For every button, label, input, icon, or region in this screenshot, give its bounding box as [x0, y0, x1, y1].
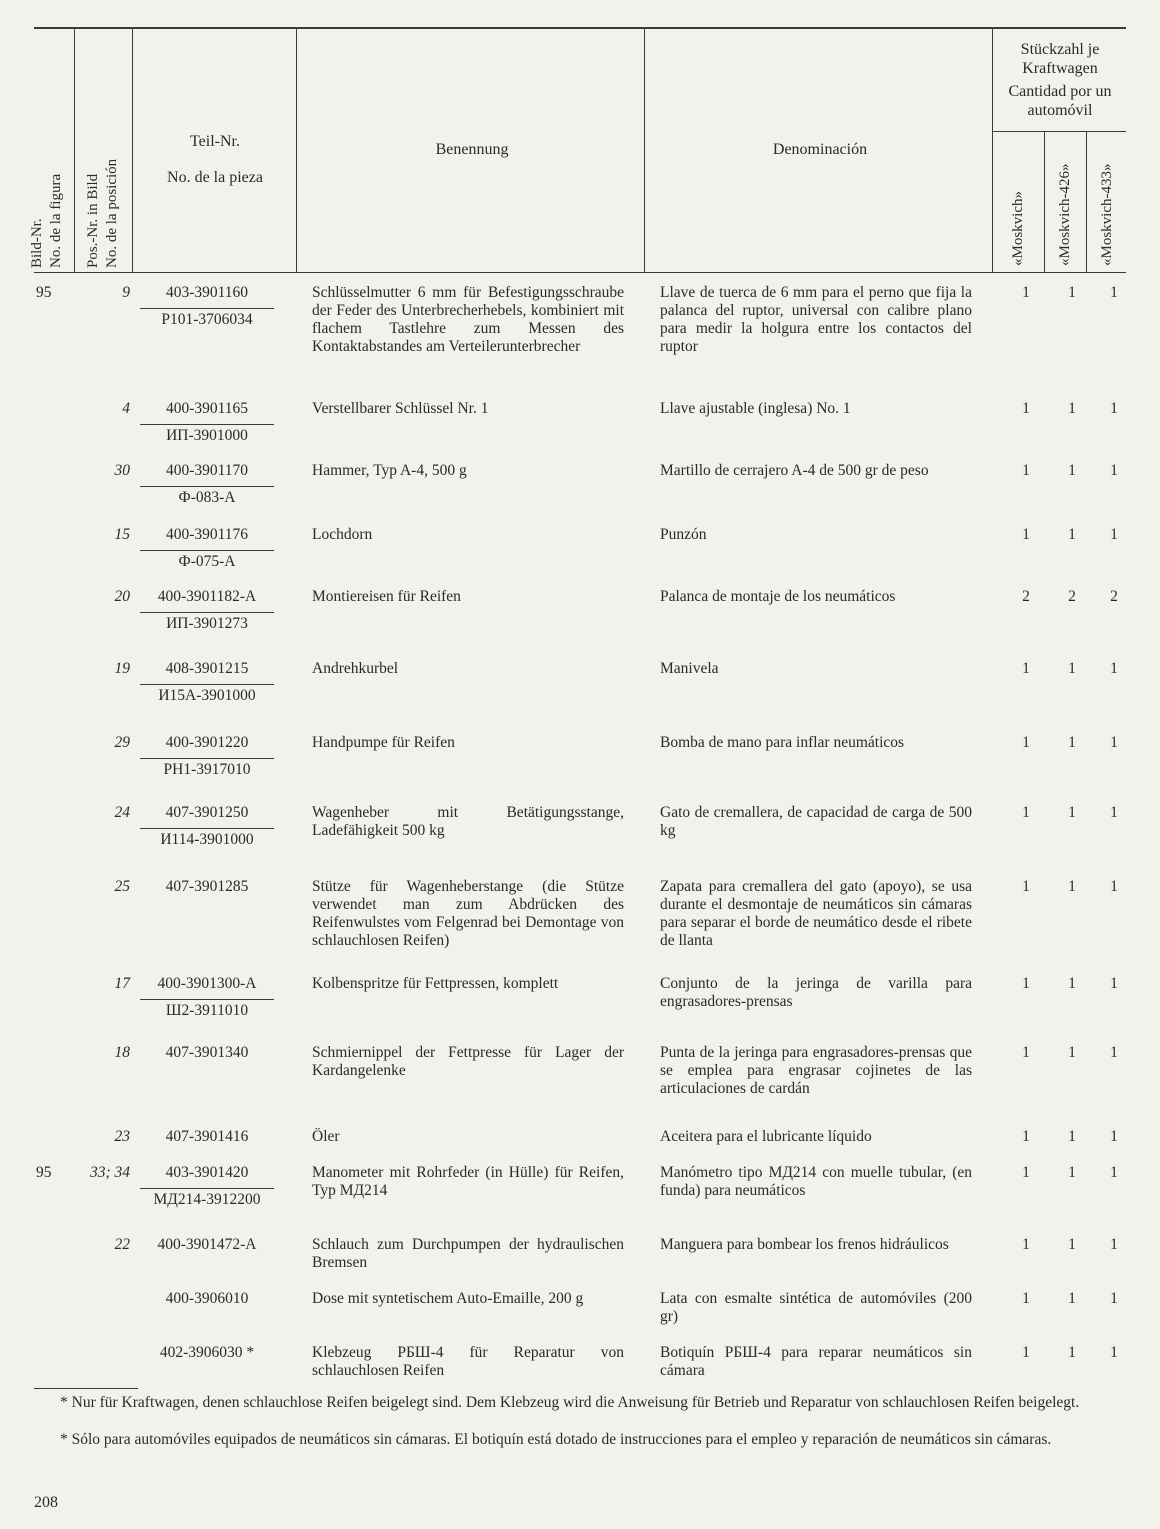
part-number: 407-3901285	[165, 878, 249, 895]
position-number: 24	[114, 804, 130, 821]
position-number: 19	[114, 660, 130, 677]
position-number: 17	[114, 975, 130, 992]
position-number: 4	[122, 400, 130, 417]
part-number-cell	[140, 588, 274, 633]
position-number: 20	[114, 588, 130, 605]
description-de: Andrehkurbel	[312, 660, 399, 677]
part-number: 403-3901420	[165, 1164, 249, 1181]
part-number: 400-3901170	[165, 462, 249, 479]
alt-part-number: И114-3901000	[140, 828, 274, 849]
description-de: Verstellbarer Schlüssel Nr. 1	[312, 400, 489, 417]
qty-moskvich: 1	[1022, 804, 1030, 821]
header-pos: Pos.-Nr. in Bild No. de la posición	[85, 158, 120, 268]
part-number: 400-3901176	[165, 526, 249, 543]
qty-moskvich-426: 1	[1068, 804, 1076, 821]
qty-moskvich: 1	[1022, 462, 1030, 479]
part-number-cell	[140, 526, 274, 571]
description-de: Kolbenspritze für Fettpressen, komplett	[312, 975, 559, 992]
qty-moskvich: 1	[1022, 1044, 1030, 1061]
qty-moskvich: 1	[1022, 1344, 1030, 1361]
qty-moskvich-426: 1	[1068, 526, 1076, 543]
position-number: 9	[122, 284, 130, 301]
qty-moskvich-426: 1	[1068, 462, 1076, 479]
alt-part-number: РН1-3917010	[140, 758, 274, 779]
part-number-cell	[140, 1290, 274, 1308]
alt-part-number: ИП-3901273	[140, 612, 274, 633]
position-number: 30	[114, 462, 130, 479]
qty-moskvich-426: 1	[1068, 975, 1076, 992]
description-es: Conjunto de la jeringa de varilla para engrasadores-prensas	[660, 975, 972, 1010]
part-number-cell	[140, 975, 274, 1020]
qty-moskvich: 1	[1022, 284, 1030, 301]
header-de: Benennung	[435, 141, 509, 158]
description-es: Llave de tuerca de 6 mm para el perno que fija la palanca del ruptor, universal con calibre plano para medir la holgura entre los contactos del ruptor	[660, 284, 972, 355]
header-model-426: «Moskvich-426»	[1057, 163, 1073, 266]
qty-divider-rule	[992, 131, 1126, 132]
description-de: Manometer mit Rohrfeder (in Hülle) für Reifen, Typ МД214	[312, 1164, 624, 1199]
qty-moskvich-426: 1	[1068, 1044, 1076, 1061]
part-number-cell	[140, 1128, 274, 1146]
part-number-cell	[140, 1044, 274, 1062]
description-es: Botiquín РБШ-4 para reparar neumáticos sin cámara	[660, 1344, 972, 1379]
qty-moskvich: 2	[1022, 588, 1030, 605]
description-es: Gato de cremallera, de capacidad de carga de 500 kg	[660, 804, 972, 839]
qty-moskvich: 1	[1022, 660, 1030, 677]
part-number-cell	[140, 1344, 274, 1362]
qty-moskvich-433: 1	[1110, 462, 1118, 479]
header-es: Denominación	[772, 141, 868, 158]
qty-moskvich-433: 1	[1110, 1290, 1118, 1307]
figure-number: 95	[36, 284, 52, 301]
qty-moskvich-433: 2	[1110, 588, 1118, 605]
qty-moskvich-433: 1	[1110, 400, 1118, 417]
description-de: Wagenheber mit Betätigungsstange, Ladefähigkeit 500 kg	[312, 804, 624, 839]
part-number: 400-3906010	[165, 1290, 249, 1307]
qty-moskvich-426: 1	[1068, 1236, 1076, 1253]
part-number: 400-3901472-А	[157, 1236, 257, 1253]
position-number: 29	[114, 734, 130, 751]
part-number: 407-3901340	[165, 1044, 249, 1061]
qty-moskvich-426: 1	[1068, 660, 1076, 677]
position-number: 23	[114, 1128, 130, 1145]
col-rule	[132, 29, 133, 272]
header-bottom-rule	[34, 272, 1126, 273]
figure-number: 95	[36, 1164, 52, 1181]
top-rule	[34, 27, 1126, 29]
part-number: 403-3901160	[165, 284, 249, 301]
part-number-cell	[140, 462, 274, 507]
qty-moskvich: 1	[1022, 975, 1030, 992]
description-es: Martillo de cerrajero A-4 de 500 gr de peso	[660, 462, 929, 479]
footnote-rule	[34, 1388, 138, 1389]
description-es: Manivela	[660, 660, 719, 677]
position-number: 25	[114, 878, 130, 895]
header-bild: Bild-Nr. No. de la figura	[29, 173, 64, 268]
alt-part-number: Ф-075-А	[140, 550, 274, 571]
col-rule	[992, 29, 993, 272]
description-es: Aceitera para el lubricante líquido	[660, 1128, 872, 1145]
col-rule	[74, 29, 75, 272]
footnote-es: * Sólo para automóviles equipados de neumáticos sin cámaras. El botiquín está dotado de instrucciones para el empleo y reparación de neumáticos sin cámaras.	[60, 1431, 1052, 1448]
part-number-cell	[140, 284, 274, 329]
qty-moskvich-426: 1	[1068, 1128, 1076, 1145]
description-es: Punta de la jeringa para engrasadores-prensas que se emplea para engrasar cojinetes de las articulaciones de cardán	[660, 1044, 972, 1097]
description-de: Hammer, Typ A-4, 500 g	[312, 462, 467, 479]
header-model-moskvich: «Moskvich»	[1010, 191, 1026, 266]
qty-moskvich-433: 1	[1110, 804, 1118, 821]
col-rule	[644, 29, 645, 272]
qty-moskvich: 1	[1022, 734, 1030, 751]
part-number: 407-3901250	[165, 804, 249, 821]
description-de: Montiereisen für Reifen	[312, 588, 461, 605]
description-es: Lata con esmalte sintética de automóviles (200 gr)	[660, 1290, 972, 1325]
qty-moskvich-433: 1	[1110, 1128, 1118, 1145]
header-part: Teil-Nr. No. de la pieza	[167, 133, 263, 186]
part-number: 400-3901182-А	[157, 588, 257, 605]
description-es: Bomba de mano para inflar neumáticos	[660, 734, 905, 751]
part-number-cell	[140, 660, 274, 705]
alt-part-number: И15А-3901000	[140, 684, 274, 705]
footnote-de: * Nur für Kraftwagen, denen schlauchlose Reifen beigelegt sind. Dem Klebzeug wird die Anweisung für Betrieb und Reparatur von schlauchlosen Reifen beigelegt.	[60, 1394, 1080, 1411]
position-number: 33; 34	[89, 1164, 130, 1181]
qty-moskvich-426: 1	[1068, 1290, 1076, 1307]
qty-moskvich: 1	[1022, 1164, 1030, 1181]
part-number: 402-3906030 *	[159, 1344, 255, 1361]
page-number: 208	[34, 1494, 58, 1511]
qty-moskvich-426: 1	[1068, 734, 1076, 751]
description-es: Zapata para cremallera del gato (apoyo), se usa durante el desmontaje de neumáticos sin cámaras para separar el borde de neumático desde el ribete de llanta	[660, 878, 972, 949]
part-number: 408-3901215	[165, 660, 249, 677]
part-number-cell	[140, 734, 274, 779]
description-es: Punzón	[660, 526, 707, 543]
col-rule	[1086, 131, 1087, 272]
part-number: 400-3901300-А	[157, 975, 257, 992]
qty-moskvich-426: 1	[1068, 284, 1076, 301]
qty-moskvich: 1	[1022, 1290, 1030, 1307]
description-es: Manguera para bombear los frenos hidráulicos	[660, 1236, 949, 1253]
col-rule	[1044, 131, 1045, 272]
description-es: Manómetro tipo МД214 con muelle tubular, (en funda) para neumáticos	[660, 1164, 972, 1199]
description-es: Llave ajustable (inglesa) No. 1	[660, 400, 851, 417]
qty-moskvich-433: 1	[1110, 734, 1118, 751]
qty-moskvich-426: 1	[1068, 878, 1076, 895]
qty-moskvich-433: 1	[1110, 526, 1118, 543]
part-number-cell	[140, 804, 274, 849]
qty-moskvich-433: 1	[1110, 660, 1118, 677]
qty-moskvich: 1	[1022, 400, 1030, 417]
description-de: Schlauch zum Durchpumpen der hydraulischen Bremsen	[312, 1236, 624, 1271]
description-de: Schmiernippel der Fettpresse für Lager der Kardangelenke	[312, 1044, 624, 1079]
description-es: Palanca de montaje de los neumáticos	[660, 588, 896, 605]
header-model-433: «Moskvich-433»	[1099, 163, 1115, 266]
qty-moskvich-433: 1	[1110, 1044, 1118, 1061]
description-de: Stütze für Wagenheberstange (die Stütze verwendet man zum Abdrücken des Reifenwulstes vom Felgenrad bei Demontage von schlauchlosen Reifen)	[312, 878, 624, 949]
part-number: 400-3901165	[165, 400, 249, 417]
description-de: Klebzeug РБШ-4 für Reparatur von schlauchlosen Reifen	[312, 1344, 624, 1379]
qty-moskvich-433: 1	[1110, 975, 1118, 992]
qty-moskvich-426: 1	[1068, 400, 1076, 417]
alt-part-number: Ш2-3911010	[140, 999, 274, 1020]
qty-moskvich: 1	[1022, 526, 1030, 543]
col-rule	[296, 29, 297, 272]
qty-moskvich-426: 2	[1068, 588, 1076, 605]
alt-part-number: Ф-083-А	[140, 486, 274, 507]
part-number-cell	[140, 400, 274, 445]
part-number: 400-3901220	[165, 734, 249, 751]
qty-moskvich-426: 1	[1068, 1344, 1076, 1361]
part-number-cell	[140, 878, 274, 896]
qty-moskvich-433: 1	[1110, 1164, 1118, 1181]
description-de: Lochdorn	[312, 526, 373, 543]
qty-moskvich-433: 1	[1110, 1344, 1118, 1361]
description-de: Handpumpe für Reifen	[312, 734, 455, 751]
part-number-cell	[140, 1236, 274, 1254]
alt-part-number: Р101-3706034	[140, 308, 274, 329]
part-number-cell	[140, 1164, 274, 1209]
qty-moskvich-433: 1	[1110, 878, 1118, 895]
description-de: Öler	[312, 1128, 340, 1145]
qty-moskvich: 1	[1022, 1236, 1030, 1253]
alt-part-number: ИП-3901000	[140, 424, 274, 445]
qty-moskvich: 1	[1022, 1128, 1030, 1145]
part-number: 407-3901416	[165, 1128, 249, 1145]
position-number: 18	[114, 1044, 130, 1061]
alt-part-number: МД214-3912200	[140, 1188, 274, 1209]
qty-moskvich-433: 1	[1110, 1236, 1118, 1253]
description-de: Schlüsselmutter 6 mm für Befestigungsschraube der Feder des Unterbrecherhebels, kombiniert mit flachem Tastlehre zum Messen des Kontaktabstandes am Verteilerunterbrecher	[312, 284, 624, 355]
position-number: 15	[114, 526, 130, 543]
qty-moskvich-433: 1	[1110, 284, 1118, 301]
qty-moskvich: 1	[1022, 878, 1030, 895]
qty-moskvich-426: 1	[1068, 1164, 1076, 1181]
description-de: Dose mit syntetischem Auto-Emaille, 200 g	[312, 1290, 584, 1307]
position-number: 22	[114, 1236, 130, 1253]
header-qty: Stückzahl je Kraftwagen Cantidad por un automóvil	[1008, 41, 1112, 119]
